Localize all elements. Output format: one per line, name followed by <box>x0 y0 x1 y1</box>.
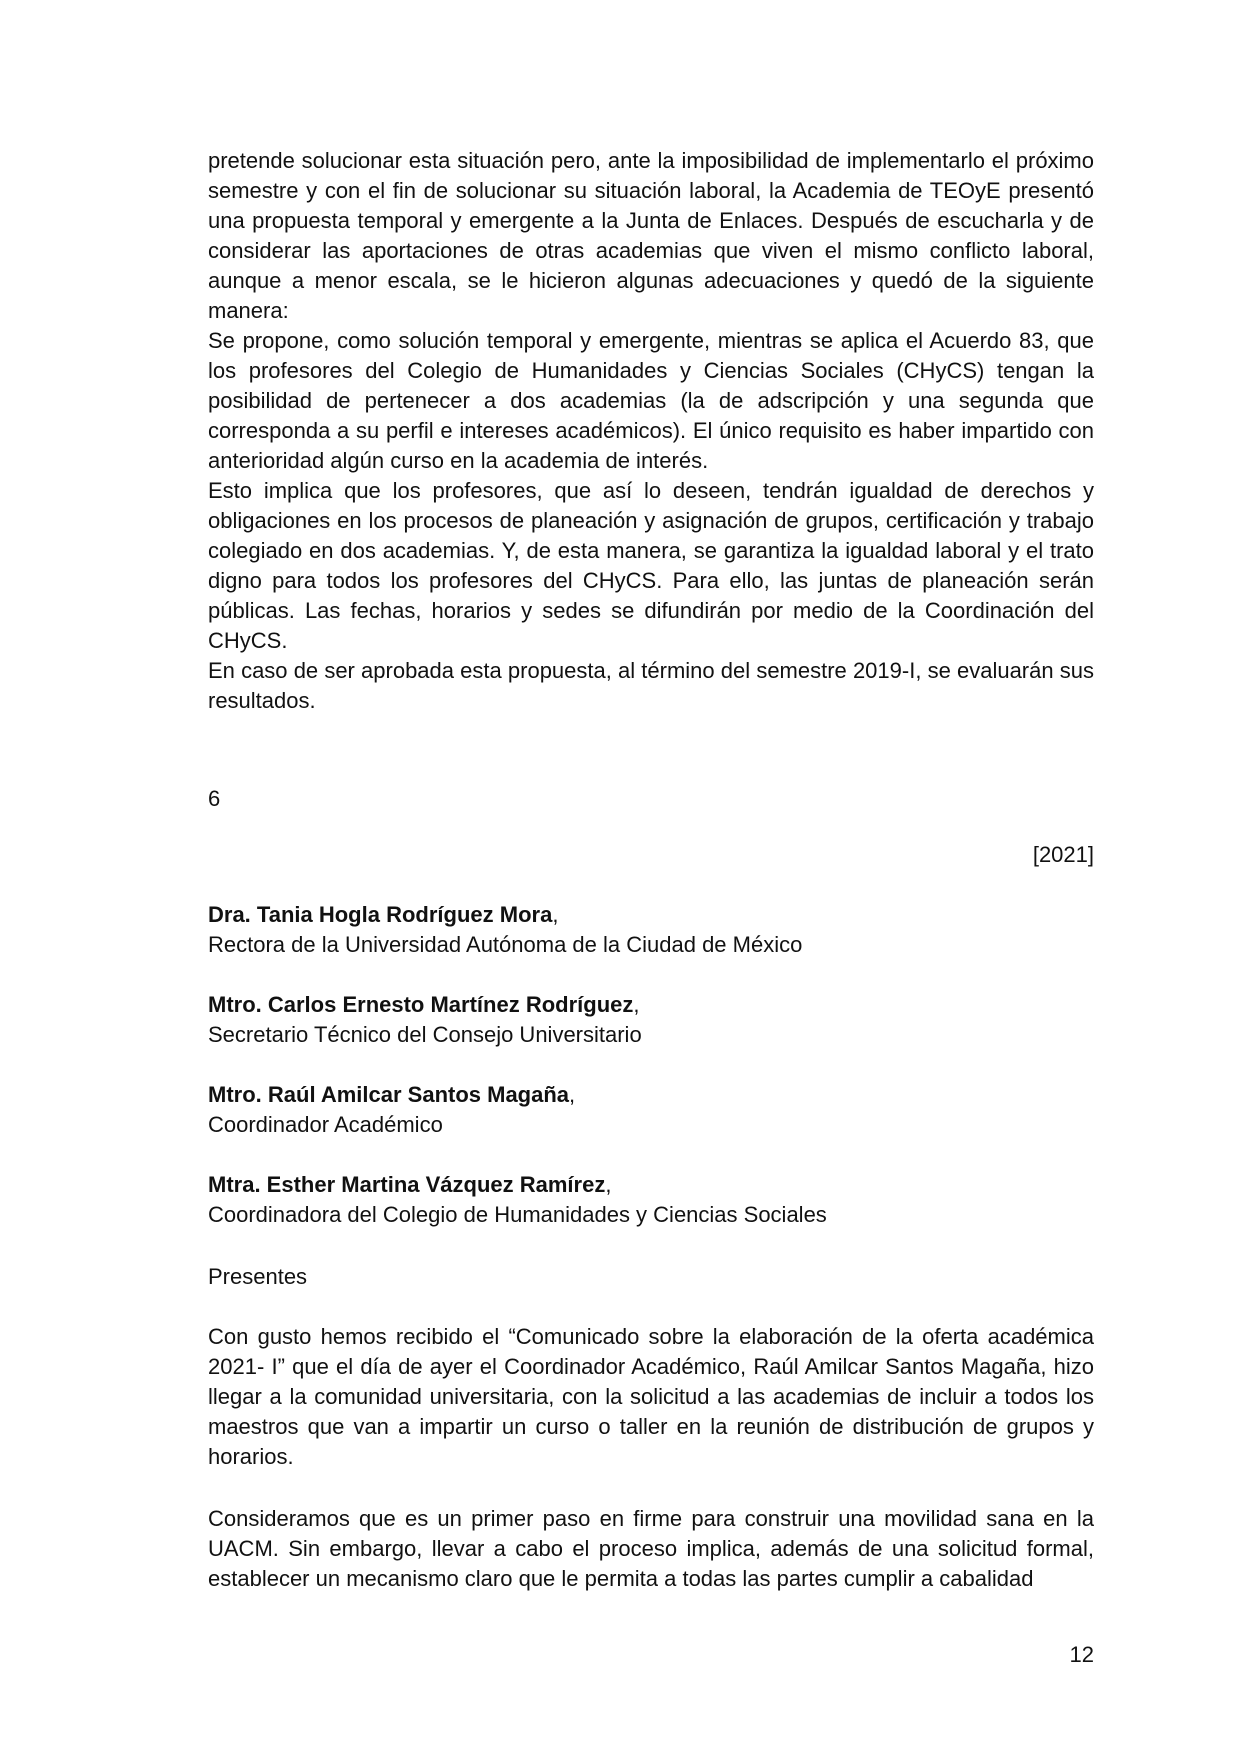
addressee-4 <box>208 1170 1094 1230</box>
section-number: 6 <box>208 786 221 811</box>
addressee-3 <box>208 1080 1094 1140</box>
addressee-comma: , <box>605 1172 612 1197</box>
addressee-comma: , <box>569 1082 576 1107</box>
addressee-title: Rectora de la Universidad Autónoma de la Ciudad de México <box>208 932 803 957</box>
addressee-name: Dra. Tania Hogla Rodríguez Mora <box>208 902 553 927</box>
page-number: 12 <box>1069 1642 1094 1667</box>
body-paragraph-2: Consideramos que es un primer paso en firme para construir una movilidad sana en la UACM. Sin embargo, llevar a cabo el proceso implica, además de una solicitud formal, establecer un mecanismo claro que le permita a todas las partes cumplir a cabalidad <box>208 1506 1094 1591</box>
top-paragraph-2: Se propone, como solución temporal y emergente, mientras se aplica el Acuerdo 83, que los profesores del Colegio de Humanidades y Ciencias Sociales (CHyCS) tengan la posibilidad de pertenecer a dos academias (la de adscripción y una segunda que corresponda a su perfil e intereses académicos). El único requisito es haber impartido con anterioridad algún curso en la academia de interés. <box>208 328 1094 473</box>
addressee-2 <box>208 990 1094 1050</box>
salutation: Presentes <box>208 1264 308 1289</box>
addressee-name: Mtro. Raúl Amilcar Santos Magaña <box>208 1082 570 1107</box>
addressee-name: Mtra. Esther Martina Vázquez Ramírez <box>208 1172 606 1197</box>
top-paragraph-1: pretende solucionar esta situación pero, ante la imposibilidad de implementarlo el próximo semestre y con el fin de solucionar su situación laboral, la Academia de TEOyE presentó una propuesta temporal y emergente a la Junta de Enlaces. Después de escucharla y de considerar las aportaciones de otras academias que viven el mismo conflicto laboral, aunque a menor escala, se le hicieron algunas adecuaciones y quedó de la siguiente manera: <box>208 148 1094 323</box>
top-section <box>208 146 1094 716</box>
addressee-name: Mtro. Carlos Ernesto Martínez Rodríguez <box>208 992 634 1017</box>
addressee-comma: , <box>552 902 559 927</box>
addressee-title: Secretario Técnico del Consejo Universitario <box>208 1022 642 1047</box>
body-paragraph-2-block <box>208 1504 1094 1594</box>
addressee-comma: , <box>633 992 640 1017</box>
body-paragraph-1-block <box>208 1322 1094 1472</box>
top-paragraph-4: En caso de ser aprobada esta propuesta, al término del semestre 2019-I, se evaluarán sus resultados. <box>208 658 1094 713</box>
addressee-title: Coordinador Académico <box>208 1112 443 1137</box>
top-paragraph-3: Esto implica que los profesores, que así lo deseen, tendrán igualdad de derechos y obligaciones en los procesos de planeación y asignación de grupos, certificación y trabajo colegiado en dos academias. Y, de esta manera, se garantiza la igualdad laboral y el trato digno para todos los profesores del CHyCS. Para ello, las juntas de planeación serán públicas. Las fechas, horarios y sedes se difundirán por medio de la Coordinación del CHyCS. <box>208 478 1094 653</box>
addressee-title: Coordinadora del Colegio de Humanidades y Ciencias Sociales <box>208 1202 827 1227</box>
year-label: [2021] <box>1032 842 1094 867</box>
addressee-1 <box>208 900 1094 960</box>
body-paragraph-1: Con gusto hemos recibido el “Comunicado sobre la elaboración de la oferta académica 2021- I” que el día de ayer el Coordinador Académico, Raúl Amilcar Santos Magaña, hizo llegar a la comunidad universitaria, con la solicitud a las academias de incluir a todos los maestros que van a impartir un curso o taller en la reunión de distribución de grupos y horarios. <box>208 1324 1094 1469</box>
